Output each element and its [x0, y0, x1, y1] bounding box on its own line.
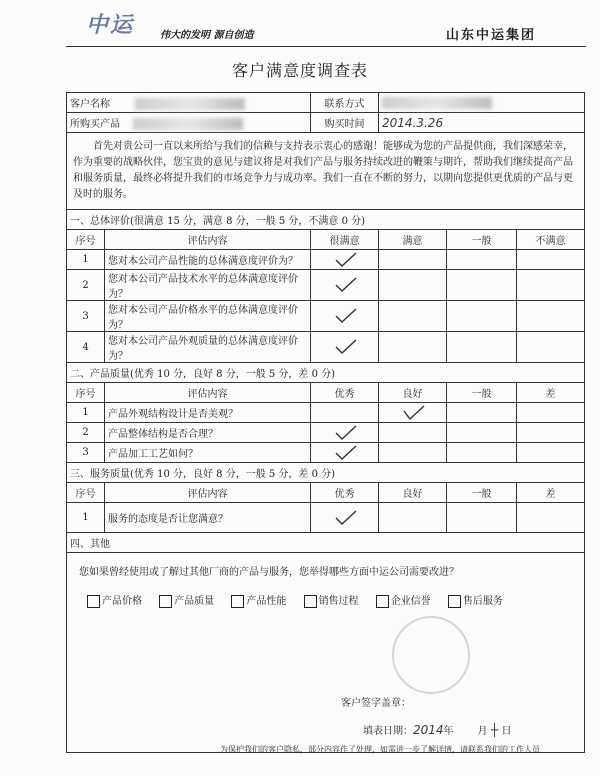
checkbox-cell[interactable] — [517, 250, 585, 270]
col-header: 序号 — [67, 483, 105, 503]
row-number: 1 — [67, 503, 105, 533]
checkbox[interactable] — [159, 595, 172, 608]
checkbox-cell[interactable] — [447, 250, 517, 270]
table-row — [67, 250, 585, 270]
col-header: 评估内容 — [105, 230, 311, 250]
table-row — [67, 332, 585, 363]
checkbox-cell[interactable] — [447, 332, 517, 363]
checkbox-cell[interactable] — [311, 423, 379, 443]
row-question: 产品外观结构设计是否美观？ — [105, 403, 311, 423]
table-row — [67, 270, 585, 301]
checkmark-icon — [330, 339, 360, 355]
fill-date-year: 2014 — [413, 723, 444, 737]
table-row — [67, 443, 585, 463]
row-number: 2 — [67, 423, 105, 443]
product-label: 所购买产品 — [70, 118, 120, 130]
row-question: 您对本公司产品性能的总体满意度评价为？ — [105, 250, 311, 270]
product-redacted — [133, 118, 243, 130]
checkbox-cell[interactable] — [311, 332, 379, 363]
checkbox-cell[interactable] — [447, 301, 517, 332]
row-question: 服务的态度是否让您满意？ — [105, 503, 311, 533]
checkbox[interactable] — [376, 595, 389, 608]
fill-date-label: 填表日期： — [363, 726, 413, 737]
section2-header-row — [67, 383, 585, 403]
company-name: 山东中运集团 — [446, 28, 537, 43]
contact-label: 联系方式 — [311, 93, 379, 113]
customer-name-row — [67, 93, 585, 113]
checkbox-cell[interactable] — [379, 423, 447, 443]
product-row — [67, 113, 585, 133]
checkmark-icon — [398, 405, 428, 421]
checkbox-cell[interactable] — [311, 403, 379, 423]
section2-heading: 二、产品质量(优秀 10 分，良好 8 分，一般 5 分，差 0 分) — [67, 363, 585, 383]
option-reputation[interactable]: 企业信誉 — [376, 592, 431, 608]
checkbox-cell[interactable] — [379, 301, 447, 332]
col-header: 不满意 — [517, 230, 585, 250]
col-header: 优秀 — [311, 383, 379, 403]
col-header: 序号 — [67, 230, 105, 250]
section1-header-row — [67, 230, 585, 250]
checkbox-cell[interactable] — [311, 503, 379, 533]
year-unit: 年 — [443, 726, 454, 737]
company-seal — [392, 616, 470, 694]
checkbox-cell[interactable] — [379, 503, 447, 533]
checkbox-cell[interactable] — [311, 250, 379, 270]
col-header: 一般 — [447, 383, 517, 403]
month-unit: 月 — [477, 726, 488, 737]
checkbox-cell[interactable] — [517, 503, 585, 533]
checkbox-cell[interactable] — [447, 270, 517, 301]
checkbox-cell[interactable] — [517, 443, 585, 463]
customer-name-label: 客户名称 — [70, 98, 110, 110]
row-number: 3 — [67, 301, 105, 332]
row-question: 您对本公司产品技术水平的总体满意度评价为？ — [105, 270, 311, 301]
row-number: 1 — [67, 250, 105, 270]
checkbox-cell[interactable] — [517, 423, 585, 443]
col-header: 优秀 — [311, 483, 379, 503]
purchase-time-label: 购买时间 — [311, 113, 379, 133]
row-question: 您对本公司产品外观质量的总体满意度评价为？ — [105, 332, 311, 363]
section3-header-row — [67, 483, 585, 503]
checkmark-icon — [330, 252, 360, 268]
table-row — [67, 423, 585, 443]
col-header: 评估内容 — [105, 483, 311, 503]
improvement-options — [79, 592, 572, 608]
col-header: 很满意 — [311, 230, 379, 250]
checkbox-cell[interactable] — [517, 403, 585, 423]
checkbox-cell[interactable] — [447, 423, 517, 443]
checkbox-cell[interactable] — [447, 403, 517, 423]
company-logo: 中运 — [86, 12, 135, 38]
checkbox[interactable] — [87, 595, 100, 608]
checkmark-icon — [330, 308, 360, 324]
option-sales[interactable]: 销售过程 — [304, 592, 359, 608]
col-header: 一般 — [447, 230, 517, 250]
row-number: 4 — [67, 332, 105, 363]
section4-heading: 四、其他 — [67, 533, 585, 553]
option-price[interactable]: 产品价格 — [87, 592, 142, 608]
col-header: 序号 — [67, 383, 105, 403]
table-row — [67, 403, 585, 423]
col-header: 评估内容 — [105, 383, 311, 403]
option-after-sales[interactable]: 售后服务 — [448, 592, 503, 608]
section3-heading: 三、服务质量(优秀 10 分，良好 8 分，一般 5 分，差 0 分) — [67, 463, 585, 483]
checkbox-cell[interactable] — [447, 443, 517, 463]
table-row — [67, 503, 585, 533]
row-number: 3 — [67, 443, 105, 463]
checkbox-cell[interactable] — [311, 301, 379, 332]
checkmark-icon — [330, 510, 360, 526]
row-number: 1 — [67, 403, 105, 423]
privacy-footer: 为保护我们的客户隐私，部分内容作了处理，如需进一步了解详情，请联系我们的工作人员 — [220, 745, 540, 754]
checkmark-icon — [330, 277, 360, 293]
checkbox-cell[interactable] — [311, 443, 379, 463]
checkbox-cell[interactable] — [311, 270, 379, 301]
section4-question: 您如果曾经使用或了解过其他厂商的产品与服务，您举得哪些方面中运公司需要改进？ — [79, 567, 459, 578]
checkbox-cell[interactable] — [379, 270, 447, 301]
checkmark-icon — [330, 445, 360, 461]
row-number: 2 — [67, 270, 105, 301]
purchase-time-value: 2014.3.26 — [379, 113, 585, 133]
checkbox-cell[interactable] — [379, 443, 447, 463]
option-quality[interactable]: 产品质量 — [159, 592, 214, 608]
checkmark-icon — [330, 425, 360, 441]
checkbox[interactable] — [231, 595, 244, 608]
checkbox[interactable] — [448, 595, 461, 608]
survey-table — [66, 92, 585, 753]
col-header: 满意 — [379, 230, 447, 250]
row-question: 您对本公司产品价格水平的总体满意度评价为？ — [105, 301, 311, 332]
option-performance[interactable]: 产品性能 — [231, 592, 286, 608]
checkbox-cell[interactable] — [517, 332, 585, 363]
row-question: 产品加工工艺如何？ — [105, 443, 311, 463]
customer-name-redacted — [135, 98, 245, 110]
company-slogan: 伟大的发明 源自创造 — [160, 30, 254, 41]
day-unit: 日 — [501, 726, 512, 737]
customer-signature-label: 客户签字盖章： — [341, 698, 411, 709]
contact-redacted — [382, 97, 492, 109]
header-divider — [66, 46, 586, 47]
checkbox-cell[interactable] — [379, 403, 447, 423]
col-header: 差 — [517, 383, 585, 403]
form-title: 客户满意度调查表 — [231, 61, 368, 80]
checkbox[interactable] — [304, 595, 317, 608]
checkbox-cell[interactable] — [517, 270, 585, 301]
col-header: 一般 — [447, 483, 517, 503]
checkbox-cell[interactable] — [447, 503, 517, 533]
checkbox-cell[interactable] — [517, 301, 585, 332]
section1-heading: 一、总体评价(很满意 15 分，满意 8 分，一般 5 分，不满意 0 分) — [67, 210, 585, 230]
row-question: 产品整体结构是否合理？ — [105, 423, 311, 443]
intro-text: 首先对贵公司一直以来所给与我们的信赖与支持表示衷心的感谢！能够成为您的产品提供商，我们深感荣幸，作为重要的战略伙伴，您宝贵的意见与建议将是对我们产品与服务持续改进的鞭策与期许，帮助我们继续提高产品和服务质量，最终必将提升我们的市场竞争力与成功率。我们一直在不断的努力，以期向您提供更优质的产品与更及时的服务。 — [67, 133, 585, 210]
col-header: 良好 — [379, 383, 447, 403]
checkbox-cell[interactable] — [379, 250, 447, 270]
fill-date: 填表日期：2014年 月 ┼ 日 — [363, 723, 512, 737]
col-header: 良好 — [379, 483, 447, 503]
table-row — [67, 301, 585, 332]
checkbox-cell[interactable] — [379, 332, 447, 363]
section4-body — [67, 553, 585, 753]
col-header: 差 — [517, 483, 585, 503]
